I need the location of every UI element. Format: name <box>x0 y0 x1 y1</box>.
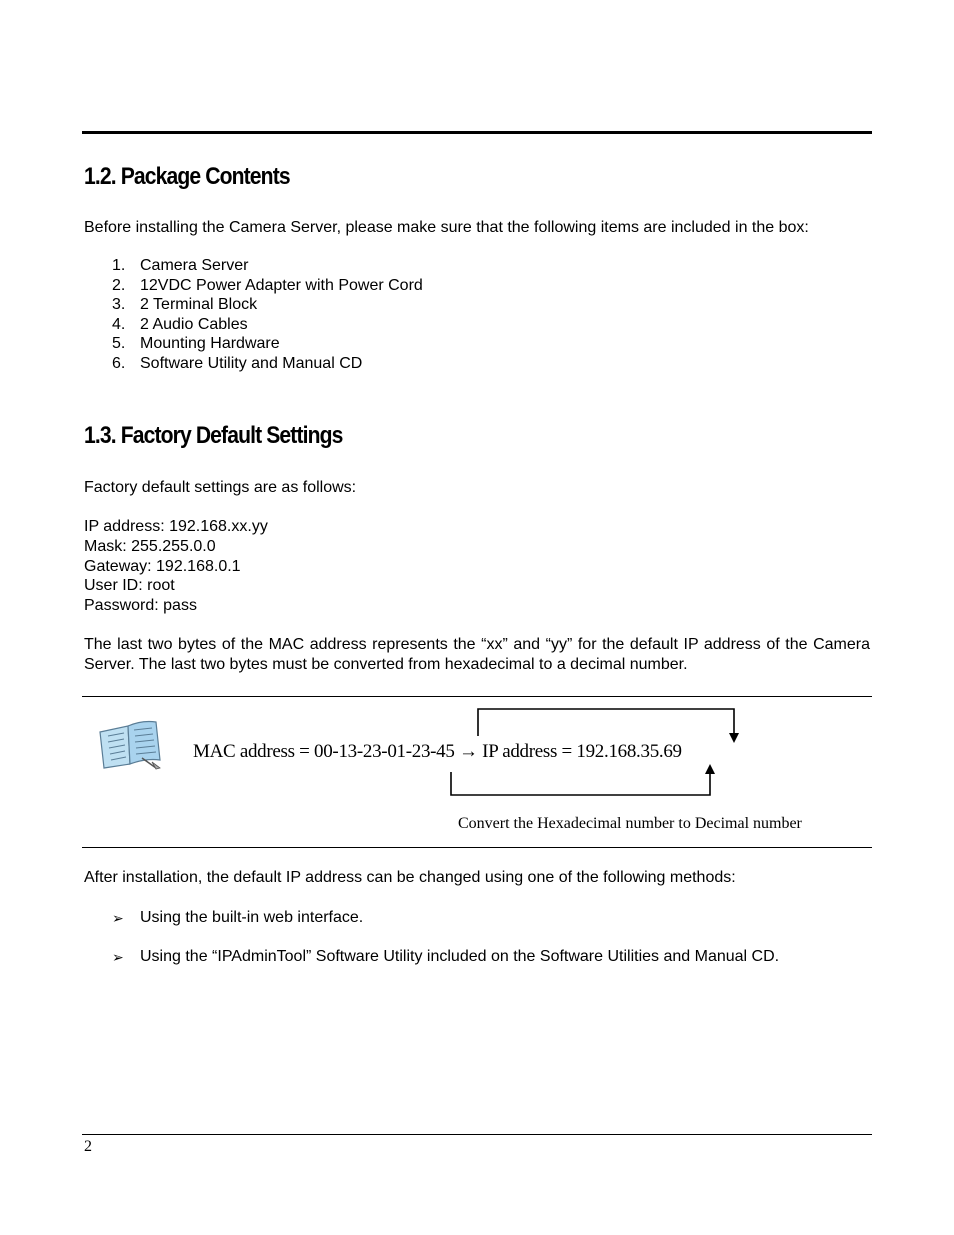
list-item-number: 4. <box>112 315 126 333</box>
page-number: 2 <box>84 1138 92 1155</box>
conversion-caption: Convert the Hexadecimal number to Decimal number <box>458 815 802 832</box>
package-intro: Before installing the Camera Server, please make sure that the following items are included in the box: <box>84 219 809 236</box>
list-item-text: Software Utility and Manual CD <box>140 355 363 372</box>
default-password: Password: pass <box>84 597 197 615</box>
diagram-bottom-rule <box>82 847 872 848</box>
list-item-number: 6. <box>112 355 126 372</box>
diagram-top-rule <box>82 696 872 697</box>
arrow-bullet-icon: ➢ <box>112 949 124 965</box>
list-item-text: Mounting Hardware <box>140 335 280 353</box>
bullet-text: Using the built-in web interface. <box>140 909 364 926</box>
defaults-intro: Factory default settings are as follows: <box>84 479 357 496</box>
mac-ip-equation: MAC address = 00-13-23-01-23-45 → IP address = 192.168.35.69 <box>193 741 682 762</box>
after-install-text: After installation, the default IP address can be changed using one of the following methods: <box>84 869 736 886</box>
list-item-number: 5. <box>112 335 126 353</box>
mac-note: The last two bytes of the MAC address represents the “xx” and “yy” for the default IP address of the Camera Server. The last two bytes must be converted from hexadecimal to a decimal number. <box>84 636 870 673</box>
default-mask: Mask: 255.255.0.0 <box>84 537 216 555</box>
list-item-number: 1. <box>112 257 126 274</box>
footer-rule <box>82 1134 872 1135</box>
heading-factory-defaults: 1.3. Factory Default Settings <box>84 422 343 449</box>
list-item-text: 12VDC Power Adapter with Power Cord <box>140 276 423 294</box>
arrow-bullet-icon: ➢ <box>112 910 124 926</box>
header-rule <box>82 131 872 134</box>
list-item-number: 3. <box>112 296 126 314</box>
default-gateway: Gateway: 192.168.0.1 <box>84 557 241 575</box>
default-user-id: User ID: root <box>84 577 175 595</box>
heading-package-contents: 1.2. Package Contents <box>84 163 290 190</box>
conversion-arrows <box>440 702 750 802</box>
open-book-icon <box>98 718 164 770</box>
default-ip: IP address: 192.168.xx.yy <box>84 518 268 535</box>
list-item-text: 2 Terminal Block <box>140 296 258 314</box>
list-item-number: 2. <box>112 276 126 294</box>
list-item-text: Camera Server <box>140 257 249 274</box>
bullet-text: Using the “IPAdminTool” Software Utility included on the Software Utilities and Manual CD. <box>140 948 780 965</box>
list-item-text: 2 Audio Cables <box>140 315 248 333</box>
